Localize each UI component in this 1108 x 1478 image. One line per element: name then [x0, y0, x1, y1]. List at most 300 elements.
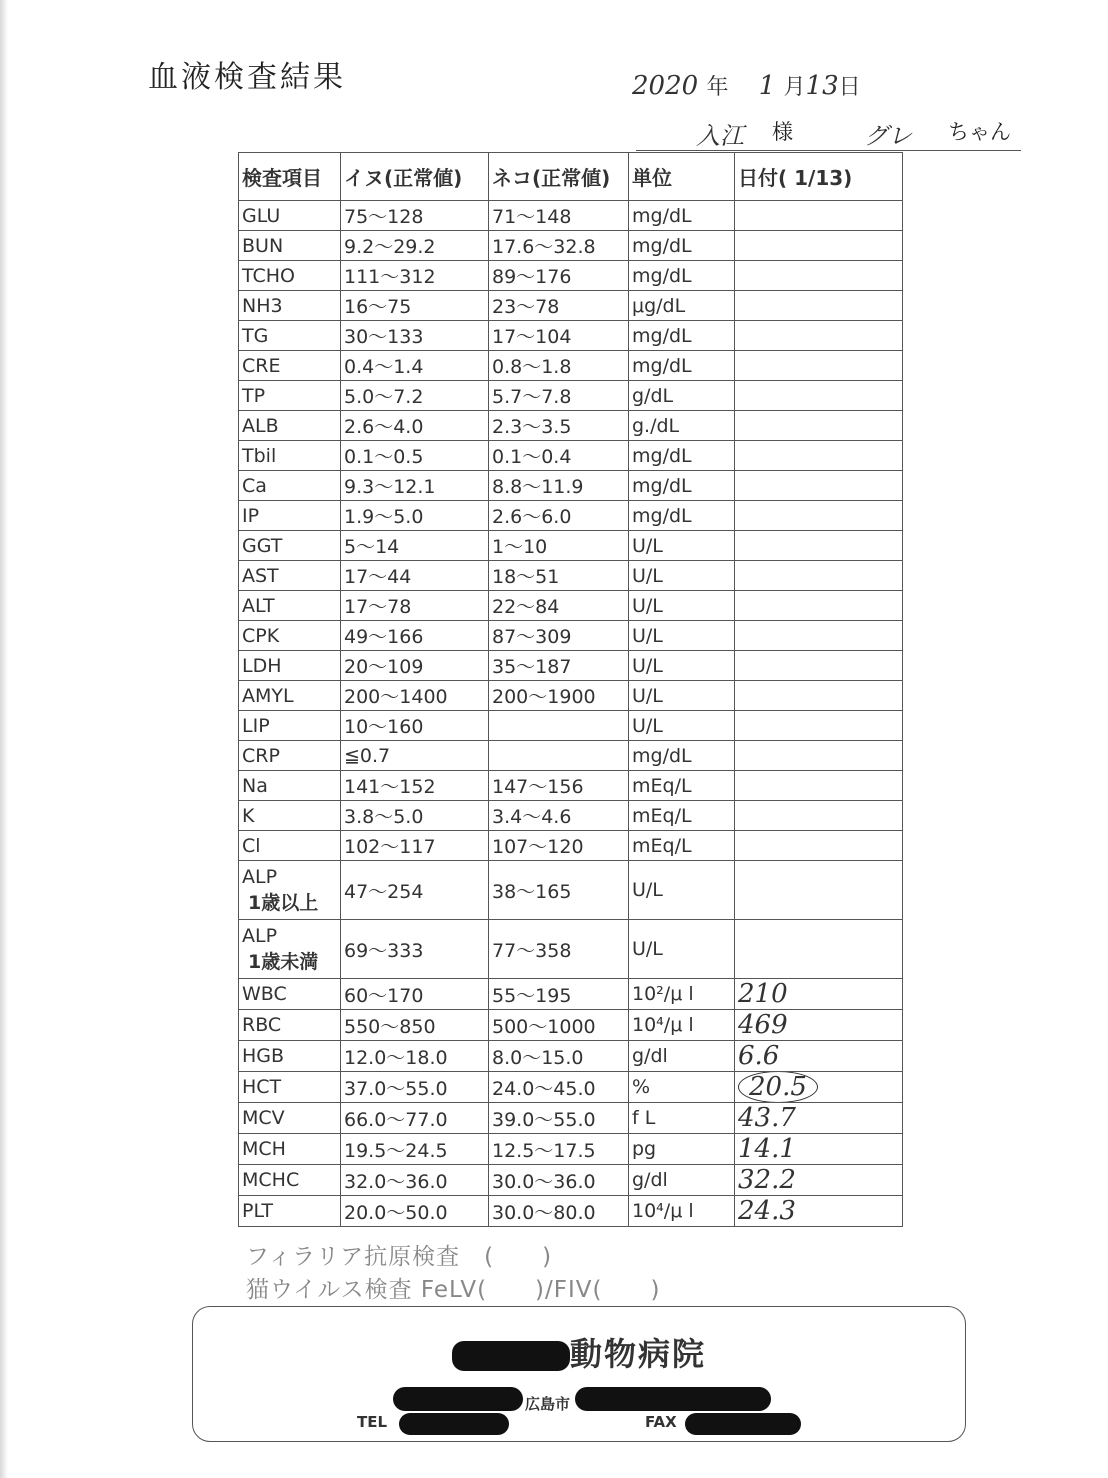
result-cell-text: 14.1: [738, 1134, 796, 1164]
result-cell: [735, 231, 903, 261]
dog-normal-cell: [341, 920, 489, 979]
item-cell-text: IP: [242, 504, 260, 527]
cat-normal-cell-text: 200～1900: [492, 686, 596, 708]
dog-normal-cell-text: 17～78: [344, 596, 412, 618]
result-cell: [735, 351, 903, 381]
cat-normal-cell: [489, 861, 629, 920]
unit-cell: [629, 801, 735, 831]
result-cell: [735, 531, 903, 561]
item-cell-text: GLU: [242, 204, 281, 227]
dog-normal-cell-text: 0.1～0.5: [344, 446, 424, 468]
cat-normal-cell: [489, 920, 629, 979]
item-cell-text: CPK: [242, 624, 280, 647]
unit-cell-text: U/L: [632, 684, 663, 707]
table-row: [239, 291, 903, 321]
unit-cell: [629, 920, 735, 979]
cat-normal-cell: [489, 1010, 629, 1041]
item-cell-text: Cl: [242, 834, 261, 857]
unit-cell: [629, 411, 735, 441]
cat-normal-cell: [489, 351, 629, 381]
cat-normal-cell-text: 17.6～32.8: [492, 236, 596, 258]
cat-normal-cell-text: 24.0～45.0: [492, 1077, 596, 1100]
dog-normal-cell-text: 12.0～18.0: [344, 1046, 448, 1069]
table-row: [239, 351, 903, 381]
unit-cell: [629, 711, 735, 741]
cat-normal-cell-text: 30.0～36.0: [492, 1170, 596, 1193]
table-row: [239, 1134, 903, 1165]
item-cell: [239, 471, 341, 501]
item-cell-text: BUN: [242, 234, 284, 257]
table-row: [239, 231, 903, 261]
item-cell-text: HCT: [242, 1076, 282, 1098]
cat-normal-cell-text: 17～104: [492, 326, 572, 348]
item-cell-text: CRE: [242, 354, 281, 377]
table-row: [239, 861, 903, 920]
item-cell-text: Ca: [242, 474, 267, 497]
result-cell: [735, 411, 903, 441]
table-row: [239, 1165, 903, 1196]
cat-normal-cell-text: 107～120: [492, 836, 584, 858]
item-cell: [239, 291, 341, 321]
unit-cell-text: %: [632, 1076, 651, 1098]
unit-cell-text: U/L: [632, 714, 663, 737]
result-cell-text: 43.7: [738, 1103, 796, 1133]
unit-cell: [629, 561, 735, 591]
result-cell-text: 210: [738, 979, 788, 1009]
cat-normal-cell-text: 0.1～0.4: [492, 446, 572, 468]
table-row: [239, 801, 903, 831]
cat-normal-cell: [489, 651, 629, 681]
result-cell: [735, 979, 903, 1010]
cat-normal-cell-text: 39.0～55.0: [492, 1108, 596, 1131]
item-cell-text: TCHO: [242, 264, 296, 287]
cat-normal-cell: [489, 1041, 629, 1072]
cat-normal-cell: [489, 471, 629, 501]
dog-normal-cell-text: 0.4～1.4: [344, 356, 424, 378]
unit-cell-text: mg/dL: [632, 264, 692, 287]
header-unit: 単位: [629, 153, 735, 201]
result-cell: [735, 561, 903, 591]
dog-normal-cell: [341, 351, 489, 381]
unit-cell: [629, 291, 735, 321]
unit-cell: [629, 979, 735, 1010]
cat-normal-cell-text: 3.4～4.6: [492, 806, 572, 828]
dog-normal-cell-text: 69～333: [344, 939, 424, 962]
item-cell: [239, 1010, 341, 1041]
unit-cell: [629, 471, 735, 501]
table-row: [239, 1196, 903, 1227]
result-cell: [735, 861, 903, 920]
unit-cell-text: g/dL: [632, 384, 674, 407]
unit-cell: [629, 231, 735, 261]
cat-normal-cell-text: 77～358: [492, 939, 572, 962]
dog-normal-cell: [341, 771, 489, 801]
dog-normal-cell: [341, 321, 489, 351]
result-cell: [735, 261, 903, 291]
dog-normal-cell: [341, 231, 489, 261]
result-cell: [735, 651, 903, 681]
result-cell-text: 32.2: [738, 1165, 796, 1195]
table-body: [239, 201, 903, 1227]
item-cell-text: WBC: [242, 983, 287, 1005]
cat-normal-cell-text: 147～156: [492, 776, 584, 798]
unit-cell: [629, 1196, 735, 1227]
dog-normal-cell-text: 75～128: [344, 206, 424, 228]
cat-normal-cell: [489, 801, 629, 831]
unit-cell: [629, 1103, 735, 1134]
unit-cell-text: mg/dL: [632, 354, 692, 377]
item-cell-text: CRP: [242, 744, 280, 767]
cat-normal-cell-text: 8.0～15.0: [492, 1046, 584, 1069]
dog-normal-cell-text: 37.0～55.0: [344, 1077, 448, 1100]
dog-normal-cell-text: 2.6～4.0: [344, 416, 424, 438]
cat-normal-cell: [489, 711, 629, 741]
header-cat-normal: ネコ(正常値): [489, 153, 629, 201]
item-cell: [239, 381, 341, 411]
pet-name: グレ: [864, 122, 912, 150]
cat-normal-cell: [489, 411, 629, 441]
cat-normal-cell-text: 89～176: [492, 266, 572, 288]
item-cell-text: LDH: [242, 654, 282, 677]
dog-normal-cell: [341, 261, 489, 291]
result-cell-text: 469: [738, 1010, 788, 1040]
unit-cell-text: mg/dL: [632, 234, 692, 257]
cat-normal-cell-text: 1～10: [492, 536, 548, 558]
cat-normal-cell: [489, 321, 629, 351]
item-cell: [239, 231, 341, 261]
dog-normal-cell: [341, 441, 489, 471]
dog-normal-cell-text: 49～166: [344, 626, 424, 648]
unit-cell: [629, 261, 735, 291]
unit-cell-text: U/L: [632, 654, 663, 677]
unit-cell-text: pg: [632, 1138, 657, 1160]
result-cell-text: 24.3: [738, 1196, 796, 1226]
unit-cell: [629, 1010, 735, 1041]
table-row: [239, 201, 903, 231]
result-cell: [735, 471, 903, 501]
result-cell: [735, 321, 903, 351]
table-row: [239, 501, 903, 531]
dog-normal-cell-text: 9.3～12.1: [344, 476, 436, 498]
dog-normal-cell: [341, 831, 489, 861]
cat-normal-cell: [489, 441, 629, 471]
item-cell-text: TP: [242, 384, 266, 407]
header-item: 検査項目: [239, 153, 341, 201]
table-row: [239, 741, 903, 771]
cat-normal-cell: [489, 621, 629, 651]
item-cell: [239, 351, 341, 381]
item-cell-text: ALT: [242, 594, 275, 617]
dog-normal-cell: [341, 1072, 489, 1103]
unit-cell: [629, 531, 735, 561]
dog-normal-cell-text: 19.5～24.5: [344, 1139, 448, 1162]
unit-cell-text: f L: [632, 1107, 656, 1129]
unit-cell-text: U/L: [632, 534, 663, 557]
dog-normal-cell-text: 9.2～29.2: [344, 236, 436, 258]
cat-normal-cell: [489, 831, 629, 861]
cat-normal-cell-text: 55～195: [492, 984, 572, 1007]
cat-normal-cell: [489, 591, 629, 621]
table-row: [239, 591, 903, 621]
hospital-name-suffix: 動物病院: [569, 1335, 706, 1373]
item-sub-text: 1歳未満: [248, 950, 319, 973]
unit-cell: [629, 681, 735, 711]
item-cell: [239, 501, 341, 531]
cat-normal-cell: [489, 381, 629, 411]
item-cell: [239, 711, 341, 741]
table-row: [239, 381, 903, 411]
unit-cell-text: mg/dL: [632, 744, 692, 767]
table-row: [239, 831, 903, 861]
item-cell: [239, 1072, 341, 1103]
dog-normal-cell: [341, 1041, 489, 1072]
table-row: [239, 411, 903, 441]
dog-normal-cell-text: 47～254: [344, 880, 424, 903]
hospital-stamp-box: [192, 1306, 966, 1442]
result-cell: [735, 771, 903, 801]
unit-cell: [629, 1072, 735, 1103]
item-cell: [239, 261, 341, 291]
cat-normal-cell: [489, 1103, 629, 1134]
item-cell: [239, 771, 341, 801]
header-dog-normal: イヌ(正常値): [341, 153, 489, 201]
dog-normal-cell: [341, 201, 489, 231]
item-cell-text: MCHC: [242, 1169, 300, 1191]
item-cell: [239, 1134, 341, 1165]
unit-cell-text: mg/dL: [632, 444, 692, 467]
cat-normal-cell-text: 2.6～6.0: [492, 506, 572, 528]
item-cell: [239, 531, 341, 561]
item-cell-text: ALP: [242, 865, 278, 888]
unit-cell-text: g/dl: [632, 1045, 668, 1067]
cat-normal-cell: [489, 741, 629, 771]
unit-cell: [629, 1134, 735, 1165]
table-row: [239, 1103, 903, 1134]
filaria-antigen-test: フィラリア抗原検査 ( ): [246, 1244, 553, 1270]
cat-normal-cell-text: 35～187: [492, 656, 572, 678]
pet-suffix: ちゃん: [948, 120, 1011, 144]
dog-normal-cell-text: 30～133: [344, 326, 424, 348]
item-cell: [239, 201, 341, 231]
dog-normal-cell: [341, 711, 489, 741]
cat-normal-cell-text: 5.7～7.8: [492, 386, 572, 408]
dog-normal-cell-text: 141～152: [344, 776, 436, 798]
date-year: 2020: [632, 71, 699, 101]
test-date: [632, 70, 882, 101]
unit-cell: [629, 441, 735, 471]
unit-cell-text: 10⁴/μ l: [632, 1014, 694, 1036]
item-cell: [239, 591, 341, 621]
dog-normal-cell: [341, 591, 489, 621]
item-cell-text: MCV: [242, 1107, 285, 1129]
unit-cell-text: mEq/L: [632, 774, 692, 797]
owner-name: 入江: [696, 122, 744, 150]
dog-normal-cell-text: 10～160: [344, 716, 424, 738]
result-cell: [735, 501, 903, 531]
dog-normal-cell-text: 5.0～7.2: [344, 386, 424, 408]
header-date: 日付( 1/13): [735, 153, 903, 201]
table-row: [239, 441, 903, 471]
dog-normal-cell: [341, 1134, 489, 1165]
result-cell: [735, 621, 903, 651]
cat-normal-cell-text: 87～309: [492, 626, 572, 648]
redaction-mark: [393, 1387, 523, 1411]
dog-normal-cell: [341, 501, 489, 531]
dog-normal-cell: [341, 1010, 489, 1041]
result-cell: [735, 201, 903, 231]
unit-cell: [629, 1165, 735, 1196]
dog-normal-cell: [341, 471, 489, 501]
unit-cell-text: mEq/L: [632, 804, 692, 827]
item-cell-text: Na: [242, 774, 268, 797]
redaction-mark: [452, 1341, 570, 1371]
dog-normal-cell: [341, 621, 489, 651]
result-cell: [735, 1165, 903, 1196]
unit-cell: [629, 591, 735, 621]
date-day-label: 日: [838, 75, 861, 100]
dog-normal-cell-text: 111～312: [344, 266, 436, 288]
dog-normal-cell-text: ≦0.7: [344, 744, 391, 767]
dog-normal-cell: [341, 979, 489, 1010]
table-row: [239, 1010, 903, 1041]
unit-cell: [629, 861, 735, 920]
cat-normal-cell-text: 0.8～1.8: [492, 356, 572, 378]
dog-normal-cell-text: 20.0～50.0: [344, 1201, 448, 1224]
item-cell: [239, 1196, 341, 1227]
dog-normal-cell: [341, 861, 489, 920]
cat-normal-cell: [489, 561, 629, 591]
owner-honorific: 様: [772, 120, 793, 144]
unit-cell-text: U/L: [632, 879, 663, 901]
unit-cell-text: g/dl: [632, 1169, 668, 1191]
unit-cell-text: U/L: [632, 594, 663, 617]
cat-normal-cell: [489, 291, 629, 321]
dog-normal-cell: [341, 651, 489, 681]
cat-normal-cell-text: 2.3～3.5: [492, 416, 572, 438]
cat-normal-cell-text: 12.5～17.5: [492, 1139, 596, 1162]
item-cell-text: ALB: [242, 414, 279, 437]
unit-cell-text: mEq/L: [632, 834, 692, 857]
dog-normal-cell-text: 3.8～5.0: [344, 806, 424, 828]
item-cell: [239, 1041, 341, 1072]
redaction-mark: [685, 1413, 801, 1435]
dog-normal-cell: [341, 1196, 489, 1227]
unit-cell: [629, 381, 735, 411]
item-cell: [239, 741, 341, 771]
table-row: [239, 561, 903, 591]
cat-normal-cell-text: 8.8～11.9: [492, 476, 584, 498]
result-cell: [735, 1041, 903, 1072]
redaction-mark: [399, 1413, 509, 1435]
dog-normal-cell-text: 5～14: [344, 536, 400, 558]
result-cell-text: 6.6: [738, 1041, 780, 1071]
item-cell: [239, 681, 341, 711]
unit-cell: [629, 1041, 735, 1072]
result-cell: [735, 1010, 903, 1041]
cat-normal-cell: [489, 231, 629, 261]
date-year-label: 年: [706, 75, 729, 100]
result-cell: [735, 441, 903, 471]
hospital-address-city: 広島市: [525, 1395, 571, 1413]
dog-normal-cell-text: 20～109: [344, 656, 424, 678]
dog-normal-cell-text: 32.0～36.0: [344, 1170, 448, 1193]
item-cell: [239, 831, 341, 861]
unit-cell-text: g./dL: [632, 414, 680, 437]
item-cell: [239, 979, 341, 1010]
result-cell: [735, 920, 903, 979]
unit-cell-text: U/L: [632, 938, 663, 960]
result-cell: [735, 1196, 903, 1227]
dog-normal-cell-text: 102～117: [344, 836, 436, 858]
table-row: [239, 471, 903, 501]
unit-cell-text: mg/dL: [632, 204, 692, 227]
tel-label: TEL: [357, 1413, 388, 1431]
item-cell-text: Tbil: [242, 444, 277, 467]
cat-normal-cell: [489, 261, 629, 291]
item-cell-text: RBC: [242, 1014, 282, 1036]
unit-cell: [629, 351, 735, 381]
unit-cell-text: mg/dL: [632, 474, 692, 497]
cat-normal-cell: [489, 531, 629, 561]
dog-normal-cell: [341, 1103, 489, 1134]
cat-normal-cell: [489, 1072, 629, 1103]
item-cell: [239, 801, 341, 831]
table-row: [239, 531, 903, 561]
result-cell: [735, 1134, 903, 1165]
item-cell: [239, 411, 341, 441]
item-cell-text: GGT: [242, 534, 283, 557]
dog-normal-cell-text: 550～850: [344, 1015, 436, 1038]
item-cell: [239, 651, 341, 681]
hospital-name: [193, 1329, 965, 1375]
result-cell: [735, 291, 903, 321]
result-cell: [735, 711, 903, 741]
table-row: [239, 771, 903, 801]
table-row: [239, 681, 903, 711]
dog-normal-cell: [341, 801, 489, 831]
dog-normal-cell-text: 60～170: [344, 984, 424, 1007]
dog-normal-cell-text: 1.9～5.0: [344, 506, 424, 528]
date-month: 1: [758, 71, 776, 101]
item-cell-text: MCH: [242, 1138, 286, 1160]
unit-cell: [629, 771, 735, 801]
unit-cell: [629, 831, 735, 861]
cat-normal-cell: [489, 1134, 629, 1165]
table-row: [239, 1041, 903, 1072]
dog-normal-cell: [341, 681, 489, 711]
dog-normal-cell: [341, 291, 489, 321]
item-cell: [239, 441, 341, 471]
item-cell: [239, 561, 341, 591]
date-month-label: 月: [783, 75, 806, 100]
cat-normal-cell: [489, 1196, 629, 1227]
cat-normal-cell-text: 38～165: [492, 880, 572, 903]
result-cell: [735, 801, 903, 831]
item-cell-text: AMYL: [242, 684, 294, 707]
blood-test-table: [238, 152, 903, 1227]
unit-cell: [629, 621, 735, 651]
item-cell-text: AST: [242, 564, 279, 587]
table-row: [239, 261, 903, 291]
cat-normal-cell-text: 23～78: [492, 296, 560, 318]
cat-normal-cell-text: 18～51: [492, 566, 560, 588]
item-cell: [239, 1103, 341, 1134]
table-row: [239, 920, 903, 979]
result-cell: [735, 831, 903, 861]
document-title: 血液検査結果: [148, 60, 346, 95]
table-row: [239, 711, 903, 741]
cat-normal-cell: [489, 681, 629, 711]
